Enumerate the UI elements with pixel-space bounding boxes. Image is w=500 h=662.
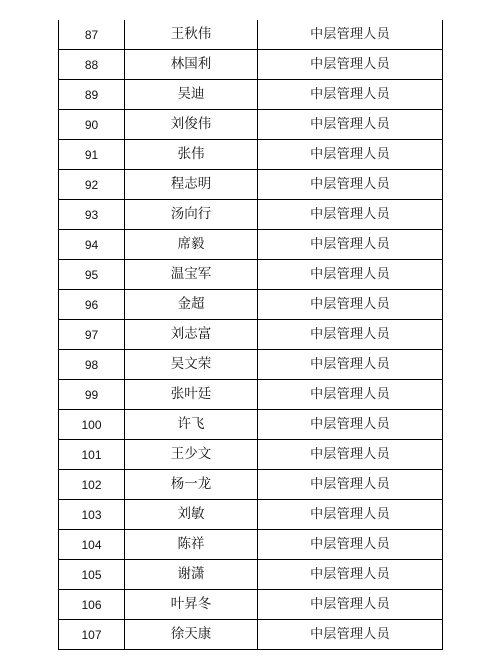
row-number: 94: [59, 230, 125, 260]
row-number: 91: [59, 140, 125, 170]
person-name: 吴文荣: [125, 350, 258, 380]
person-role: 中层管理人员: [258, 50, 443, 80]
row-number: 96: [59, 290, 125, 320]
row-number: 98: [59, 350, 125, 380]
person-role: 中层管理人员: [258, 440, 443, 470]
person-role: 中层管理人员: [258, 20, 443, 50]
table-row: [59, 320, 443, 350]
person-role: 中层管理人员: [258, 140, 443, 170]
table-row: [59, 350, 443, 380]
row-number: 92: [59, 170, 125, 200]
person-role: 中层管理人员: [258, 500, 443, 530]
table-row: [59, 410, 443, 440]
person-name: 张伟: [125, 140, 258, 170]
person-name: 林国利: [125, 50, 258, 80]
person-name: 徐天康: [125, 620, 258, 650]
person-role: 中层管理人员: [258, 620, 443, 650]
person-role: 中层管理人员: [258, 530, 443, 560]
person-role: 中层管理人员: [258, 590, 443, 620]
row-number: 88: [59, 50, 125, 80]
table-row: [59, 290, 443, 320]
row-number: 102: [59, 470, 125, 500]
row-number: 93: [59, 200, 125, 230]
personnel-table-body: [59, 20, 443, 650]
person-role: 中层管理人员: [258, 110, 443, 140]
table-row: [59, 260, 443, 290]
row-number: 103: [59, 500, 125, 530]
person-role: 中层管理人员: [258, 200, 443, 230]
table-row: [59, 80, 443, 110]
person-name: 张叶廷: [125, 380, 258, 410]
table-row: [59, 230, 443, 260]
table-row: [59, 530, 443, 560]
row-number: 95: [59, 260, 125, 290]
person-name: 杨一龙: [125, 470, 258, 500]
row-number: 97: [59, 320, 125, 350]
person-role: 中层管理人员: [258, 170, 443, 200]
person-name: 刘志富: [125, 320, 258, 350]
person-name: 席毅: [125, 230, 258, 260]
table-row: [59, 440, 443, 470]
person-role: 中层管理人员: [258, 470, 443, 500]
person-name: 王秋伟: [125, 20, 258, 50]
personnel-table-container: [58, 20, 442, 650]
table-row: [59, 470, 443, 500]
person-name: 刘俊伟: [125, 110, 258, 140]
row-number: 99: [59, 380, 125, 410]
person-name: 叶昇冬: [125, 590, 258, 620]
row-number: 105: [59, 560, 125, 590]
row-number: 107: [59, 620, 125, 650]
person-role: 中层管理人员: [258, 80, 443, 110]
person-name: 刘敏: [125, 500, 258, 530]
table-row: [59, 170, 443, 200]
table-row: [59, 500, 443, 530]
personnel-table: [58, 20, 443, 650]
row-number: 100: [59, 410, 125, 440]
row-number: 90: [59, 110, 125, 140]
person-name: 吴迪: [125, 80, 258, 110]
table-row: [59, 590, 443, 620]
person-name: 温宝军: [125, 260, 258, 290]
table-row: [59, 50, 443, 80]
row-number: 101: [59, 440, 125, 470]
table-row: [59, 620, 443, 650]
person-name: 陈祥: [125, 530, 258, 560]
table-row: [59, 200, 443, 230]
table-row: [59, 380, 443, 410]
person-role: 中层管理人员: [258, 230, 443, 260]
row-number: 89: [59, 80, 125, 110]
person-role: 中层管理人员: [258, 410, 443, 440]
row-number: 87: [59, 20, 125, 50]
person-role: 中层管理人员: [258, 260, 443, 290]
row-number: 104: [59, 530, 125, 560]
table-row: [59, 140, 443, 170]
table-row: [59, 560, 443, 590]
person-role: 中层管理人员: [258, 380, 443, 410]
person-name: 许飞: [125, 410, 258, 440]
table-row: [59, 110, 443, 140]
person-name: 汤向行: [125, 200, 258, 230]
person-name: 金超: [125, 290, 258, 320]
person-role: 中层管理人员: [258, 290, 443, 320]
person-name: 王少文: [125, 440, 258, 470]
person-role: 中层管理人员: [258, 350, 443, 380]
person-role: 中层管理人员: [258, 320, 443, 350]
person-name: 谢潇: [125, 560, 258, 590]
person-name: 程志明: [125, 170, 258, 200]
person-role: 中层管理人员: [258, 560, 443, 590]
table-row: [59, 20, 443, 50]
row-number: 106: [59, 590, 125, 620]
